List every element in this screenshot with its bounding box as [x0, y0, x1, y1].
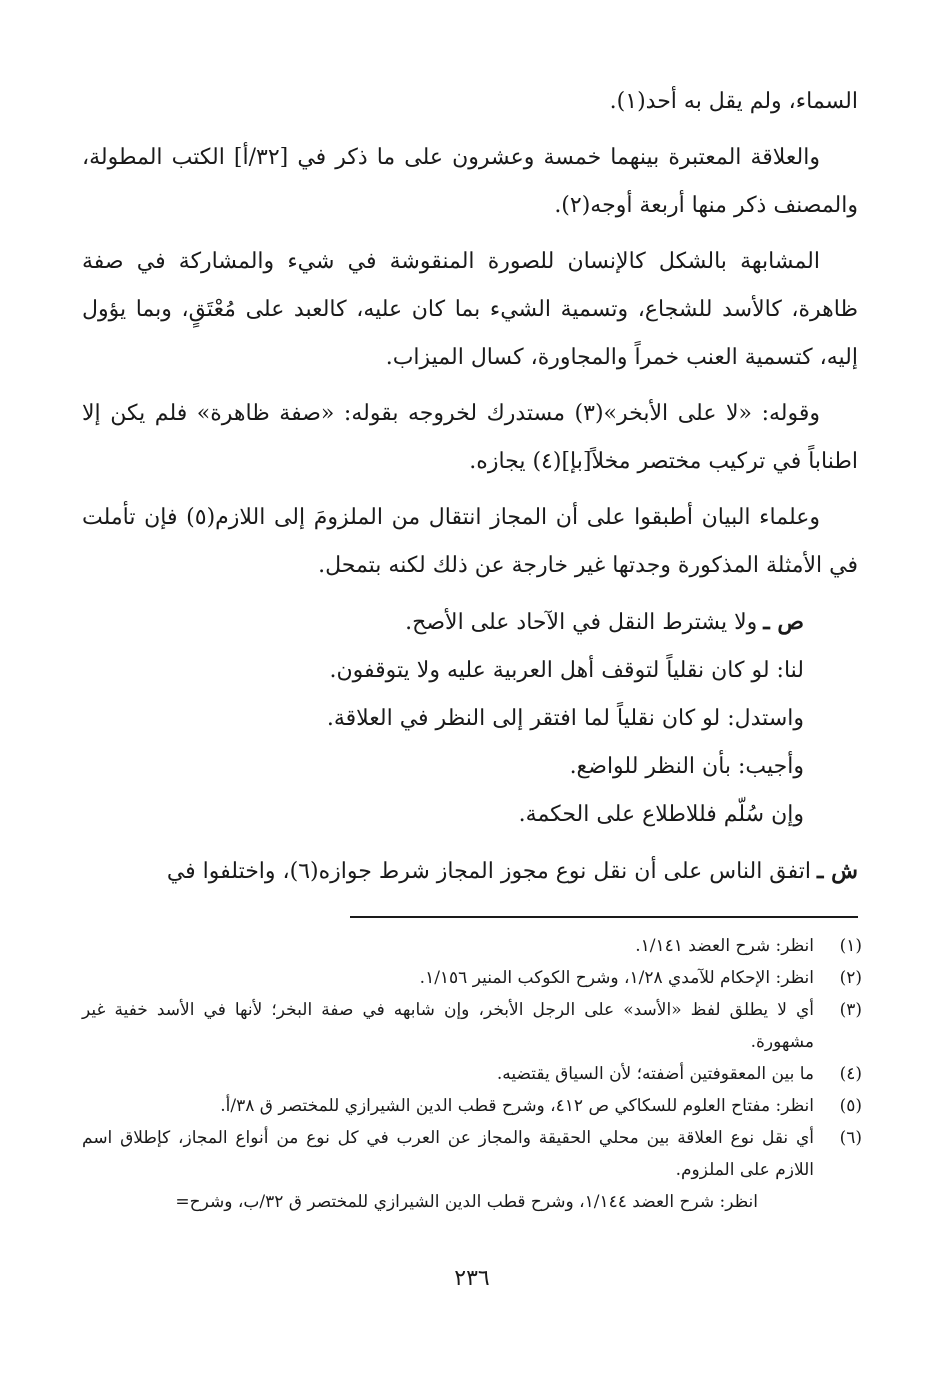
- matn-block: [82, 598, 858, 839]
- footnote-text: انظر: شرح العضد ١/١٤١.: [635, 936, 814, 956]
- footnote-2: [82, 962, 862, 994]
- footnote-text: أي لا يطلق لفظ «الأسد» على الرجل الأبخر، وإن شابهه في صفة البخر؛ لأنها في الأسد خفية غير مشهورة.: [82, 1000, 814, 1052]
- footnote-5: [82, 1090, 862, 1122]
- footnote-1: [82, 930, 862, 962]
- footnotes: [82, 930, 862, 1218]
- matn-text-1: ولا يشترط النقل في الآحاد على الأصح.: [405, 610, 758, 635]
- page-number: ٢٣٦: [454, 1266, 490, 1291]
- footnote-number: (٦): [839, 1128, 862, 1148]
- footnote-number: (٤): [839, 1064, 862, 1084]
- paragraph-2: والعلاقة المعتبرة بينهما خمسة وعشرون على ما ذكر في [٣٢/أ] الكتب المطولة، والمصنف ذكر منها أربعة أوجه(٢).: [82, 145, 858, 218]
- commentary-marker: ش ـ: [817, 858, 858, 884]
- footnote-text: ما بين المعقوفتين أضفته؛ لأن السياق يقتضيه.: [496, 1064, 814, 1084]
- footnote-text: أي نقل نوع العلاقة بين محلي الحقيقة والمجاز عن العرب في كل نوع من أنواع المجاز، كإطلاق اسم اللازم على الملزوم.: [82, 1128, 814, 1180]
- footnote-continuation: انظر: شرح العضد ١/١٤٤، وشرح قطب الدين الشيرازي للمختصر ق ٣٢/ب، وشرح=: [175, 1192, 758, 1212]
- matn-line-5: وإن سُلّم فللاطلاع على الحكمة.: [518, 802, 804, 827]
- matn-line-1: [82, 598, 858, 647]
- footnote-number: (٣): [839, 1000, 862, 1020]
- text-marker: ص ـ: [763, 609, 804, 635]
- paragraph-3: المشابهة بالشكل كالإنسان للصورة المنقوشة في شيء والمشاركة في صفة ظاهرة، كالأسد للشجاع، وتسمية الشيء بما كان عليه، كالعبد على مُعْتَقٍ، وبما يؤول إليه، كتسمية العنب خمراً والمجاورة، كسال الميزاب.: [82, 249, 858, 370]
- commentary-paragraph: [82, 847, 858, 896]
- main-text: [82, 78, 858, 896]
- footnote-number: (١): [839, 936, 862, 956]
- paragraph-5: وعلماء البيان أطبقوا على أن المجاز انتقال من الملزومَ إلى اللازم(٥) فإن تأملت في الأمثلة المذكورة وجدتها غير خارجة عن ذلك لكنه بتمحل.: [82, 505, 858, 578]
- matn-line-3: واستدل: لو كان نقلياً لما افتقر إلى النظر في العلاقة.: [326, 706, 804, 731]
- commentary-text: اتفق الناس على أن نقل نوع مجوز المجاز شرط جوازه(٦)، واختلفوا في: [166, 859, 812, 884]
- footnote-separator: [350, 916, 858, 918]
- matn-line-4: وأجيب: بأن النظر للواضع.: [569, 754, 804, 779]
- paragraph-4: وقوله: «لا على الأبخر»(٣) مستدرك لخروجه بقوله: «صفة ظاهرة» فلم يكن إلا اطناباً في تركيب مختصر مخلاً[بإ](٤) يجازه.: [82, 401, 858, 474]
- footnote-3: [82, 994, 862, 1058]
- paragraph-1: السماء، ولم يقل به أحد(١).: [609, 89, 858, 114]
- footnote-6: [82, 1122, 862, 1186]
- footnote-number: (٢): [839, 968, 862, 988]
- footnote-text: انظر: الإحكام للآمدي ١/٢٨، وشرح الكوكب المنير ١/١٥٦.: [419, 968, 814, 988]
- matn-line-2: لنا: لو كان نقلياً لتوقف أهل العربية عليه ولا يتوقفون.: [329, 658, 804, 683]
- footnote-number: (٥): [839, 1096, 862, 1116]
- footnote-text: انظر: مفتاح العلوم للسكاكي ص ٤١٢، وشرح قطب الدين الشيرازي للمختصر ق ٣٨/أ.: [220, 1096, 814, 1116]
- footnote-4: [82, 1058, 862, 1090]
